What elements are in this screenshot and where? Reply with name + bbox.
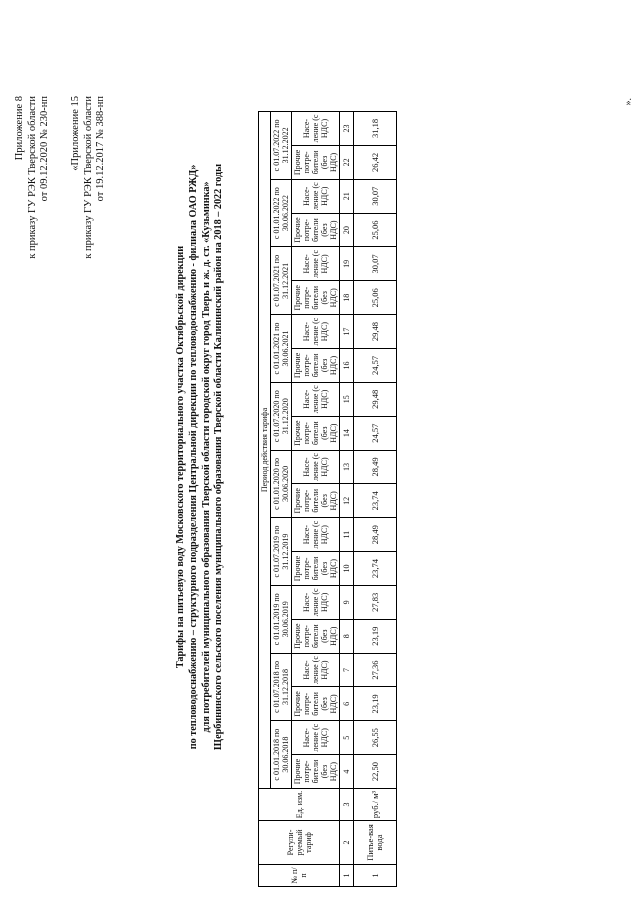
- title-line: для потребителей муниципального образования Тверской области городской округ город Тверь и ж. д. ст. «Кузьминка»: [200, 181, 212, 733]
- column-index-row: [340, 112, 354, 887]
- appendix-15-block: [70, 96, 108, 259]
- tariff-value-cell: 27,83: [354, 585, 397, 619]
- column-index-cell: 10: [340, 552, 354, 586]
- header-number: № п/ п: [259, 865, 340, 887]
- tariff-value-cell: 23,74: [354, 552, 397, 586]
- tariff-value-cell: 29,48: [354, 382, 397, 416]
- column-index-cell: 6: [340, 687, 354, 721]
- period-cell: с 01.01.2018 по 30.06.2018: [271, 721, 292, 789]
- column-index-cell: 12: [340, 484, 354, 518]
- row-tariff: Питье-вая вода: [354, 821, 397, 865]
- subheader-other-consumers: Прочие потре-бители (без НДС): [292, 687, 340, 721]
- tariff-value-cell: 24,57: [354, 349, 397, 383]
- appendix-15-line: от 19.12.2017 № 388-нп: [95, 96, 106, 202]
- column-index-cell: 4: [340, 755, 354, 789]
- tariff-value-cell: 26,42: [354, 145, 397, 179]
- column-index-cell: 1: [340, 865, 354, 887]
- tariff-value-cell: 28,49: [354, 518, 397, 552]
- tariff-value-cell: 25,06: [354, 281, 397, 315]
- subheader-population: Насе-ление (с НДС): [292, 382, 340, 416]
- column-index-cell: 9: [340, 585, 354, 619]
- table-header-row: [259, 112, 271, 887]
- tariff-value-cell: 26,55: [354, 721, 397, 755]
- column-index-cell: 2: [340, 821, 354, 865]
- period-cell: с 01.07.2020 по 31.12.2020: [271, 382, 292, 450]
- tariff-value-cell: 28,49: [354, 450, 397, 484]
- tariff-value-cell: 23,19: [354, 619, 397, 653]
- appendix-8-line: от 09.12.2020 № 230-нп: [39, 96, 50, 202]
- tariff-value-cell: 23,19: [354, 687, 397, 721]
- title-line: Тарифы на питьевую воду Московского территориального участка Октябрьской дирекции: [175, 245, 186, 669]
- appendix-15-line: к приказу ГУ РЭК Тверской области: [82, 96, 94, 259]
- subheader-population: Насе-ление (с НДС): [292, 112, 340, 146]
- column-index-cell: 22: [340, 145, 354, 179]
- period-cell: с 01.07.2018 по 31.12.2018: [271, 653, 292, 721]
- column-index-cell: 14: [340, 416, 354, 450]
- subheader-other-consumers: Прочие потре-бители (без НДС): [292, 349, 340, 383]
- column-index-cell: 13: [340, 450, 354, 484]
- period-cell: с 01.07.2019 по 31.12.2019: [271, 518, 292, 586]
- header-unit: Ед. изм.: [259, 789, 340, 821]
- table-row: [354, 112, 397, 887]
- title-line: по тепловодоснабжению – структурного подразделения Центральной дирекции по тепловодоснабжению - филиала ОАО РЖД»: [187, 164, 199, 750]
- period-cell: с 01.01.2019 по 30.06.2019: [271, 585, 292, 653]
- column-index-cell: 23: [340, 112, 354, 146]
- subheader-population: Насе-ление (с НДС): [292, 585, 340, 619]
- row-number: 1: [354, 865, 397, 887]
- column-index-cell: 5: [340, 721, 354, 755]
- column-index-cell: 18: [340, 281, 354, 315]
- tariff-value-cell: 30,07: [354, 247, 397, 281]
- column-index-cell: 21: [340, 179, 354, 213]
- subheader-population: Насе-ление (с НДС): [292, 653, 340, 687]
- subheader-population: Насе-ление (с НДС): [292, 179, 340, 213]
- subheader-row: [292, 112, 340, 887]
- period-cell: с 01.07.2022 по 31.12.2022: [271, 112, 292, 180]
- subheader-other-consumers: Прочие потре-бители (без НДС): [292, 552, 340, 586]
- appendix-8-line: к приказу ГУ РЭК Тверской области: [26, 96, 38, 259]
- column-index-cell: 3: [340, 789, 354, 821]
- tariff-value-cell: 24,57: [354, 416, 397, 450]
- tariff-value-cell: 25,06: [354, 213, 397, 247]
- subheader-population: Насе-ление (с НДС): [292, 247, 340, 281]
- closing-quote: ».: [623, 98, 634, 106]
- subheader-other-consumers: Прочие потре-бители (без НДС): [292, 281, 340, 315]
- appendix-8-line: Приложение 8: [14, 96, 25, 161]
- column-index-cell: 19: [340, 247, 354, 281]
- document-title: [175, 70, 226, 844]
- column-index-cell: 17: [340, 315, 354, 349]
- row-unit: руб./ м³: [354, 789, 397, 821]
- tariff-table-wrapper: [258, 111, 397, 887]
- period-cell: с 01.01.2022 по 30.06.2022: [271, 179, 292, 247]
- subheader-population: Насе-ление (с НДС): [292, 450, 340, 484]
- subheader-other-consumers: Прочие потре-бители (без НДС): [292, 619, 340, 653]
- subheader-population: Насе-ление (с НДС): [292, 518, 340, 552]
- period-cell: с 01.01.2021 по 30.06.2021: [271, 315, 292, 383]
- subheader-other-consumers: Прочие потре-бители (без НДС): [292, 484, 340, 518]
- column-index-cell: 15: [340, 382, 354, 416]
- subheader-population: Насе-ление (с НДС): [292, 721, 340, 755]
- period-row: [271, 112, 292, 887]
- tariff-value-cell: 31,18: [354, 112, 397, 146]
- tariff-value-cell: 27,36: [354, 653, 397, 687]
- subheader-other-consumers: Прочие потре-бители (без НДС): [292, 145, 340, 179]
- subheader-other-consumers: Прочие потре-бители (без НДС): [292, 416, 340, 450]
- header-tariff: Регули-руемый тариф: [259, 821, 340, 865]
- tariff-value-cell: 29,48: [354, 315, 397, 349]
- column-index-cell: 11: [340, 518, 354, 552]
- tariff-table: [258, 111, 397, 887]
- period-cell: с 01.07.2021 по 31.12.2021: [271, 247, 292, 315]
- period-cell: с 01.01.2020 по 30.06.2020: [271, 450, 292, 518]
- subheader-population: Насе-ление (с НДС): [292, 315, 340, 349]
- header-period: Период действия тарифа: [259, 112, 271, 789]
- column-index-cell: 7: [340, 653, 354, 687]
- tariff-value-cell: 23,74: [354, 484, 397, 518]
- title-line: Щербининского сельского поселения муниципального образования Тверской области Калининский район на 2018 – 2022 годы: [213, 163, 225, 751]
- column-index-cell: 20: [340, 213, 354, 247]
- column-index-cell: 16: [340, 349, 354, 383]
- subheader-other-consumers: Прочие потре-бители (без НДС): [292, 213, 340, 247]
- tariff-value-cell: 30,07: [354, 179, 397, 213]
- appendix-15-line: «Приложение 15: [70, 96, 81, 171]
- column-index-cell: 8: [340, 619, 354, 653]
- tariff-value-cell: 22,50: [354, 755, 397, 789]
- appendix-8-block: [14, 96, 52, 259]
- subheader-other-consumers: Прочие потре-бители (без НДС): [292, 755, 340, 789]
